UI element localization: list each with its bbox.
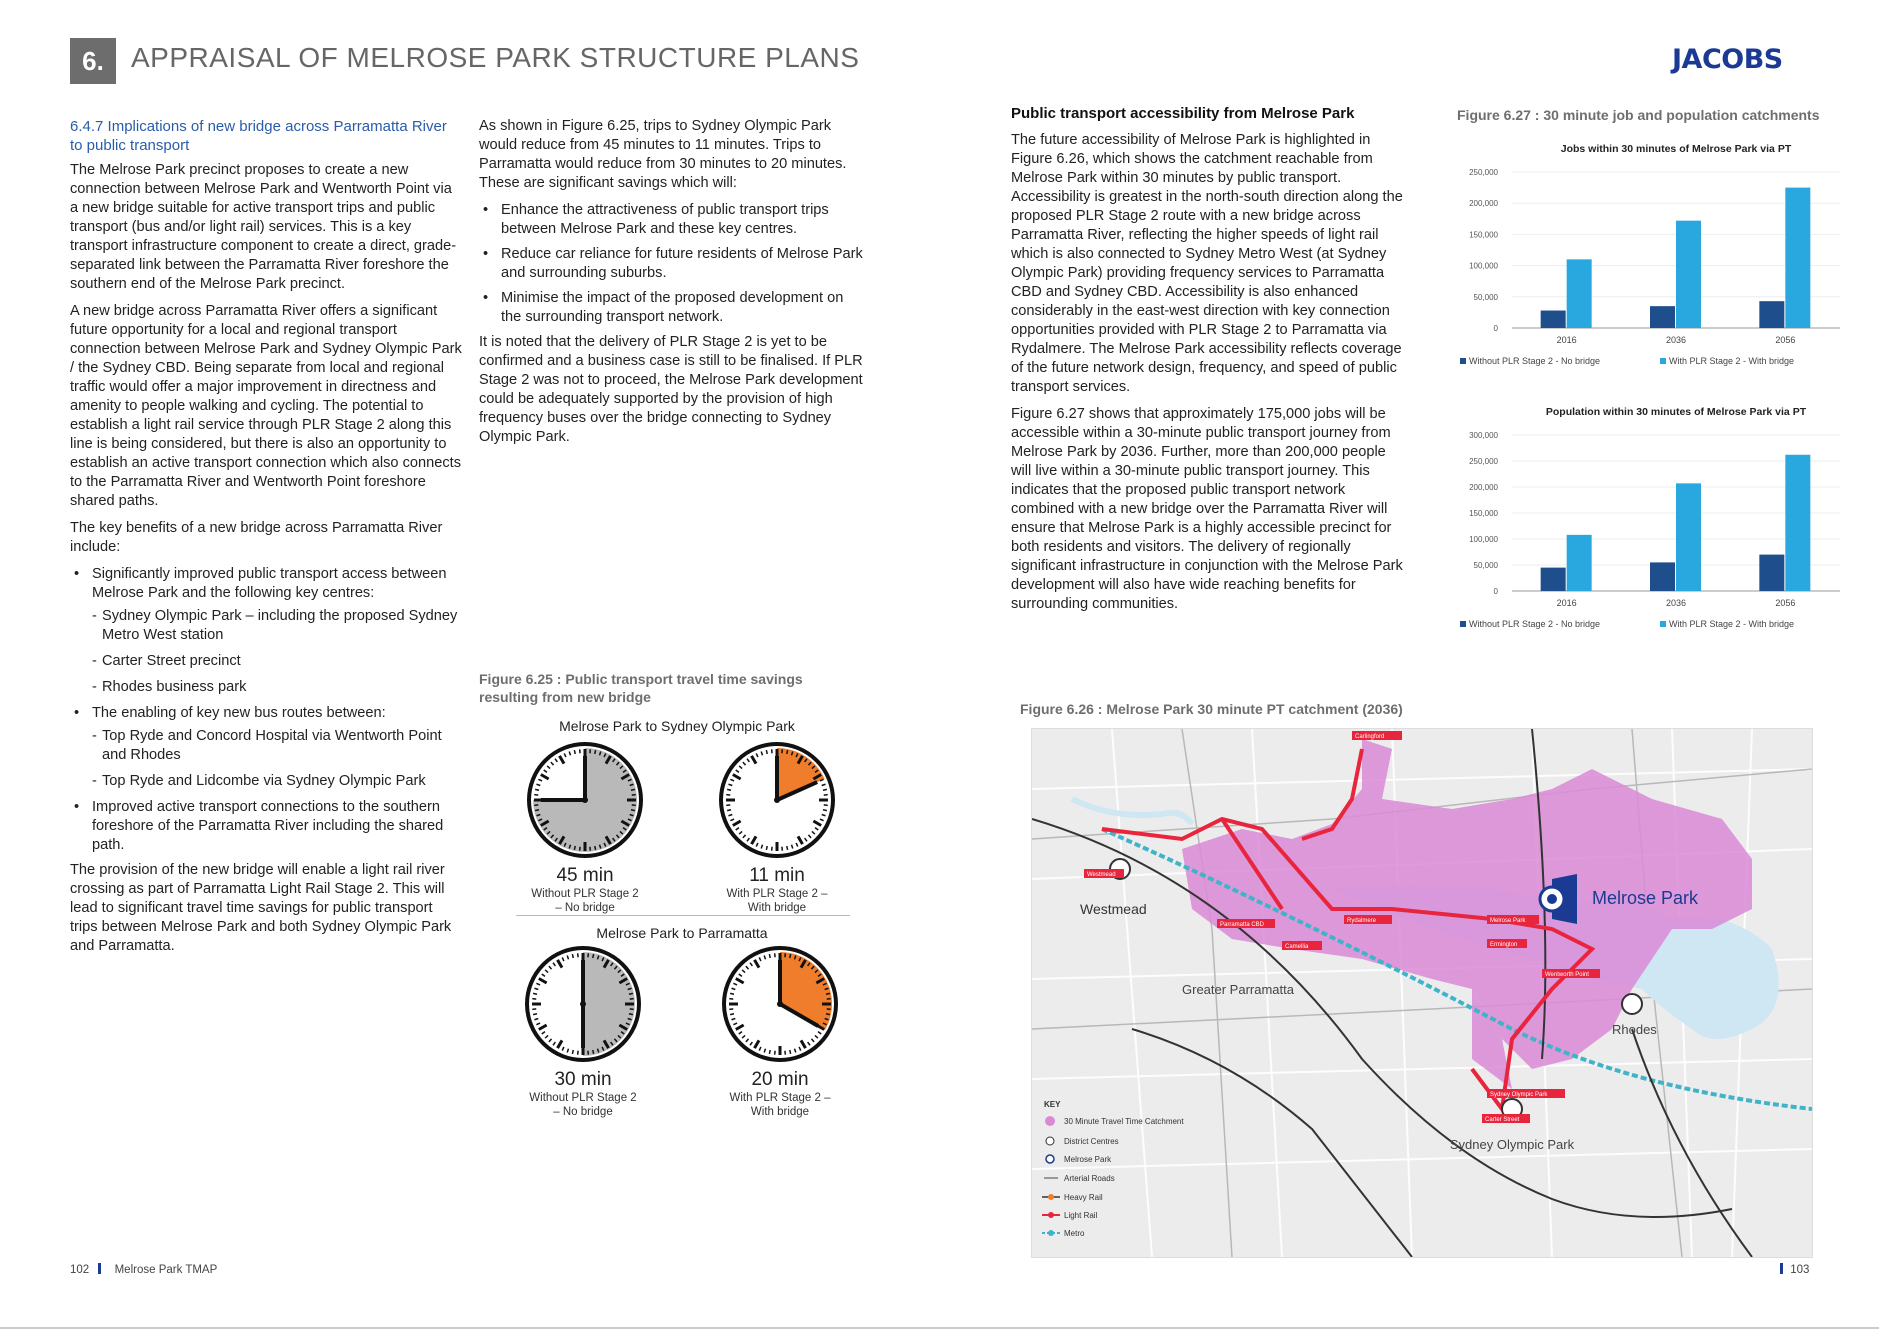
list-item-text: The enabling of key new bus routes between: <box>92 705 386 721</box>
clock-tick <box>766 846 767 850</box>
bar <box>1567 259 1592 328</box>
chart-title: Jobs within 30 minutes of Melrose Park via PT <box>1560 143 1792 155</box>
footer-bar <box>1780 1263 1783 1274</box>
stop-label: Melrose Park <box>1490 918 1526 924</box>
stop-label: Wentworth Point <box>1545 972 1589 978</box>
bar <box>1650 306 1675 328</box>
clock-tick <box>595 750 596 754</box>
list-item: • Improved active transport connections to the southern foreshore of the Parramatta River including the shared path. <box>92 798 462 855</box>
map-label-westmead: Westmead <box>1080 901 1147 917</box>
clock-pivot <box>777 1001 783 1007</box>
clock-tick <box>572 1050 573 1054</box>
section-heading: Public transport accessibility from Melrose Park <box>1011 105 1355 122</box>
catchment-map <box>1031 728 1813 1258</box>
column-3 <box>1011 104 1403 622</box>
stop-label: Ermington <box>1490 942 1518 948</box>
sub-list-item: - Sydney Olympic Park – including the proposed Sydney Metro West station <box>102 607 462 645</box>
figure-6-25-caption: Figure 6.25 : Public transport travel time savings resulting from new bridge <box>479 671 803 705</box>
clock-caption: With PLR Stage 2 – <box>729 1092 831 1104</box>
map-key-item: Heavy Rail <box>1064 1193 1103 1202</box>
clock-sop-without <box>525 740 645 915</box>
list-item <box>92 704 462 791</box>
clock-tick <box>790 954 791 958</box>
clock-sop-with <box>717 740 837 915</box>
y-tick-label: 150,000 <box>1469 230 1498 240</box>
page-number: 102 <box>70 1264 90 1276</box>
paragraph: The key benefits of a new bridge across Parramatta River include: <box>70 520 443 555</box>
stop-label: Parramatta CBD <box>1220 922 1265 928</box>
y-tick-label: 0 <box>1493 587 1498 596</box>
subsection-heading: 6.4.7 Implications of new bridge across Parramatta River to public transport <box>70 118 447 154</box>
clock-icon <box>525 740 645 860</box>
legend-label: Without PLR Stage 2 - No bridge <box>1469 356 1601 366</box>
clock-minutes: 20 min <box>751 1069 809 1090</box>
bar <box>1541 311 1566 328</box>
map-key-item: Metro <box>1064 1229 1085 1238</box>
district-centre-icon <box>1046 1137 1054 1145</box>
clock-caption: With bridge <box>747 902 807 914</box>
bar <box>1676 483 1701 591</box>
sub-list-item: - Carter Street precinct <box>102 652 462 671</box>
clock-tick <box>629 1014 633 1015</box>
y-tick-label: 200,000 <box>1469 483 1498 492</box>
clock-tick <box>766 750 767 754</box>
list-item: • Minimise the impact of the proposed development on the surrounding transport network. <box>501 289 867 327</box>
catchment-icon <box>1045 1116 1055 1126</box>
y-tick-label: 200,000 <box>1469 199 1498 209</box>
clock-tick <box>730 993 734 994</box>
clock-tick <box>535 789 539 790</box>
clock-caption: Without PLR Stage 2 <box>529 1092 637 1104</box>
column-2 <box>479 117 867 455</box>
map-canvas <box>1032 729 1812 1257</box>
clock-tick <box>631 810 635 811</box>
clock-tick <box>730 1014 734 1015</box>
heavy-rail-icon <box>1048 1194 1054 1200</box>
x-tick-label: 2036 <box>1665 335 1687 345</box>
y-tick-label: 300,000 <box>1469 431 1498 440</box>
clock-tick <box>631 789 635 790</box>
clock-parra-without <box>523 944 643 1119</box>
footer-bar <box>98 1263 101 1274</box>
paragraph: The Melrose Park precinct proposes to create a new connection between Melrose Park and Wentworth Point via a new bridge suitable for active transport trips and public transport (bus and/or light rail) services. This is a key transport infrastructure component to create a direct, grade-separated link between the Parramatta River foreshore the southern end of the Melrose Park precinct. <box>70 162 457 292</box>
stop-label: Westmead <box>1087 872 1116 878</box>
paragraph: It is noted that the delivery of PLR Stage 2 is yet to be confirmed and a business case is still to be finalised. If PLR Stage 2 was not to proceed, the Melrose Park development could be adequately supported by the provision of high frequency buses over the bridge connecting to Sydney Olympic Park. <box>479 334 863 445</box>
stop-label: Camellia <box>1285 944 1309 950</box>
map-label-parramatta: Greater Parramatta <box>1182 982 1294 997</box>
savings-list <box>479 201 867 327</box>
map-label-sop: Sydney Olympic Park <box>1449 1137 1575 1152</box>
stop-label: Sydney Olympic Park <box>1490 1092 1548 1098</box>
y-tick-label: 150,000 <box>1469 509 1498 518</box>
clock-tick <box>593 1050 594 1054</box>
paragraph: Figure 6.27 shows that approximately 175,000 jobs will be accessible within a 30-minute public transport journey from Melrose Park by 2036. Further, more than 200,000 people will live within a 30-minute public transport journey. This indicates that the proposed public transport network combined with a new bridge over the Parramatta River will ensure that Melrose Park is a highly accessible precinct for both residents and visitors. The delivery of regionally significant infrastructure in conjunction with the Melrose Park development will also have wide reaching benefits for surrounding communities. <box>1011 406 1403 612</box>
bar <box>1785 188 1810 328</box>
clock-icon <box>717 740 837 860</box>
x-tick-label: 2056 <box>1775 335 1796 345</box>
map-label-rhodes: Rhodes <box>1612 1022 1657 1037</box>
legend-label: With PLR Stage 2 - With bridge <box>1669 619 1795 629</box>
bar <box>1650 562 1675 591</box>
y-tick-label: 250,000 <box>1469 168 1498 177</box>
paragraph: The provision of the new bridge will enable a light rail river crossing as part of Parramatta Light Rail Stage 2. This will lead to significant travel time savings for public transport trips between Melrose Park and both Sydney Olympic Park and Parramatta. <box>70 862 452 954</box>
stop-label: Carlingford <box>1355 734 1385 740</box>
clock-tick <box>595 846 596 850</box>
clock-group-title: Melrose Park to Parramatta <box>596 925 768 941</box>
clock-caption: – No bridge <box>555 902 615 914</box>
clock-caption: – No bridge <box>553 1106 613 1118</box>
x-tick-label: 2056 <box>1775 598 1796 608</box>
map-key-item: Light Rail <box>1064 1211 1098 1220</box>
y-tick-label: 100,000 <box>1469 261 1498 271</box>
clock-tick <box>823 810 827 811</box>
bar <box>1759 301 1784 328</box>
paragraph: As shown in Figure 6.25, trips to Sydney Olympic Park would reduce from 45 minutes to 11 minutes. Trips to Parramatta would reduce from 30 minutes to 20 minutes. These are significant savings which will: <box>479 118 847 191</box>
clock-caption: Without PLR Stage 2 <box>531 888 639 900</box>
clock-pivot <box>774 797 780 803</box>
population-bar-chart <box>1440 397 1860 637</box>
clock-tick <box>629 993 633 994</box>
clock-tick <box>593 954 594 958</box>
map-key-item: Arterial Roads <box>1064 1174 1115 1183</box>
legend-swatch <box>1460 358 1466 364</box>
section-number: 6. <box>70 38 116 84</box>
divider <box>516 915 850 916</box>
document-title: Melrose Park TMAP <box>114 1264 218 1276</box>
sub-list-item: - Top Ryde and Concord Hospital via Wentworth Point and Rhodes <box>102 727 462 765</box>
sub-list-item: - Rhodes business park <box>102 678 462 697</box>
map-key-item: District Centres <box>1064 1137 1119 1146</box>
clock-tick <box>769 954 770 958</box>
bar <box>1785 455 1810 591</box>
footer-left <box>70 1263 217 1276</box>
clock-tick <box>727 810 731 811</box>
clock-pivot <box>580 1001 586 1007</box>
y-tick-label: 50,000 <box>1473 561 1498 570</box>
bar <box>1676 221 1701 328</box>
clock-icon <box>523 944 643 1064</box>
chart-title: Population within 30 minutes of Melrose Park via PT <box>1545 406 1807 418</box>
melrose-park-marker <box>1547 894 1557 904</box>
clock-tick <box>727 789 731 790</box>
clock-parra-with <box>720 944 840 1119</box>
map-key-item: 30 Minute Travel Time Catchment <box>1064 1117 1184 1126</box>
y-tick-label: 0 <box>1493 324 1498 333</box>
y-tick-label: 50,000 <box>1473 292 1498 302</box>
clock-tick <box>533 1014 537 1015</box>
legend-label: With PLR Stage 2 - With bridge <box>1669 356 1795 366</box>
map-key-title: KEY <box>1044 1100 1061 1109</box>
paragraph: The future accessibility of Melrose Park is highlighted in Figure 6.26, which shows the catchment reachable from Melrose Park within 30 minutes by public transport. Accessibility is greatest in the north-south direction along the proposed PLR Stage 2 route with a new bridge across Parramatta River, reflecting the higher speeds of light rail which is also connected to Sydney Metro West (at Sydney Olympic Park) providing frequency services to Parramatta CBD and Sydney CBD. Accessibility is also enhanced considerably in the east-west direction with key connection opportunities provided with PLR Stage 2 to Parramatta via Rydalmere. The Melrose Park accessibility reflects coverage of the future network design, frequency, and speed of public transport services. <box>1011 132 1403 395</box>
paragraph: A new bridge across Parramatta River offers a significant future opportunity for a local and regional transport connection between Melrose Park and Sydney Olympic Park / the Sydney CBD. Being separate from local and regional traffic would offer a major improvement in directness and amenity to people walking and cycling. The potential to establish a light rail service through PLR Stage 2 along this line is being considered, but there is also an opportunity to establish an active transport connection which also connects to the Parramatta River and Wentworth Point foreshore shared paths. <box>70 303 462 509</box>
sub-list-item: - Top Ryde and Lidcombe via Sydney Olympic Park <box>102 772 462 791</box>
clock-tick <box>535 810 539 811</box>
column-1 <box>70 117 462 964</box>
list-item-text: Significantly improved public transport access between Melrose Park and the following key centres: <box>92 566 447 601</box>
light-rail-icon <box>1048 1212 1054 1218</box>
bar <box>1759 555 1784 591</box>
list-item: • Enhance the attractiveness of public transport trips between Melrose Park and these key centres. <box>501 201 867 239</box>
clock-minutes: 45 min <box>556 865 614 886</box>
metro-icon <box>1048 1230 1054 1236</box>
clock-tick <box>572 954 573 958</box>
y-tick-label: 100,000 <box>1469 535 1498 544</box>
figure-6-26-caption: Figure 6.26 : Melrose Park 30 minute PT catchment (2036) <box>1020 701 1403 717</box>
clock-icon <box>720 944 840 1064</box>
jacobs-logo: JACOBS <box>1672 44 1783 75</box>
clock-tick <box>823 789 827 790</box>
clock-tick <box>790 1050 791 1054</box>
clock-tick <box>787 750 788 754</box>
benefits-list <box>70 565 462 855</box>
clock-tick <box>826 993 830 994</box>
clock-caption: With bridge <box>750 1106 810 1118</box>
clock-tick <box>533 993 537 994</box>
clock-tick <box>826 1014 830 1015</box>
legend-label: Without PLR Stage 2 - No bridge <box>1469 619 1601 629</box>
y-tick-label: 250,000 <box>1469 457 1498 466</box>
list-item: • Reduce car reliance for future residents of Melrose Park and surrounding suburbs. <box>501 245 867 283</box>
stop-label: Rydalmere <box>1347 918 1377 924</box>
clock-caption: With PLR Stage 2 – <box>726 888 828 900</box>
clock-tick <box>574 846 575 850</box>
clock-minutes: 11 min <box>749 865 805 886</box>
x-tick-label: 2036 <box>1665 598 1687 608</box>
legend-swatch <box>1660 358 1666 364</box>
footer-right <box>1780 1263 1809 1276</box>
page-number: 103 <box>1790 1264 1810 1276</box>
x-tick-label: 2016 <box>1556 335 1577 345</box>
bar <box>1541 568 1566 591</box>
jobs-bar-chart <box>1440 134 1860 374</box>
list-item <box>92 565 462 697</box>
section-title: APPRAISAL OF MELROSE PARK STRUCTURE PLANS <box>131 42 860 73</box>
legend-swatch <box>1660 621 1666 627</box>
clock-group-parramatta <box>517 925 847 941</box>
figure-6-27-caption: Figure 6.27 : 30 minute job and population catchments <box>1457 107 1820 123</box>
clock-tick <box>574 750 575 754</box>
clock-group-sop <box>517 718 837 734</box>
district-centre-marker <box>1622 994 1642 1014</box>
stop-label: Carter Street <box>1485 1117 1520 1123</box>
clock-minutes: 30 min <box>554 1069 612 1090</box>
x-tick-label: 2016 <box>1556 598 1577 608</box>
map-key-item: Melrose Park <box>1064 1155 1112 1164</box>
clock-group-title: Melrose Park to Sydney Olympic Park <box>559 718 795 734</box>
map-label-melrose: Melrose Park <box>1592 888 1699 908</box>
bar <box>1567 535 1592 591</box>
clock-tick <box>769 1050 770 1054</box>
clock-tick <box>787 846 788 850</box>
clock-pivot <box>582 797 588 803</box>
melrose-park-icon <box>1046 1155 1054 1163</box>
legend-swatch <box>1460 621 1466 627</box>
